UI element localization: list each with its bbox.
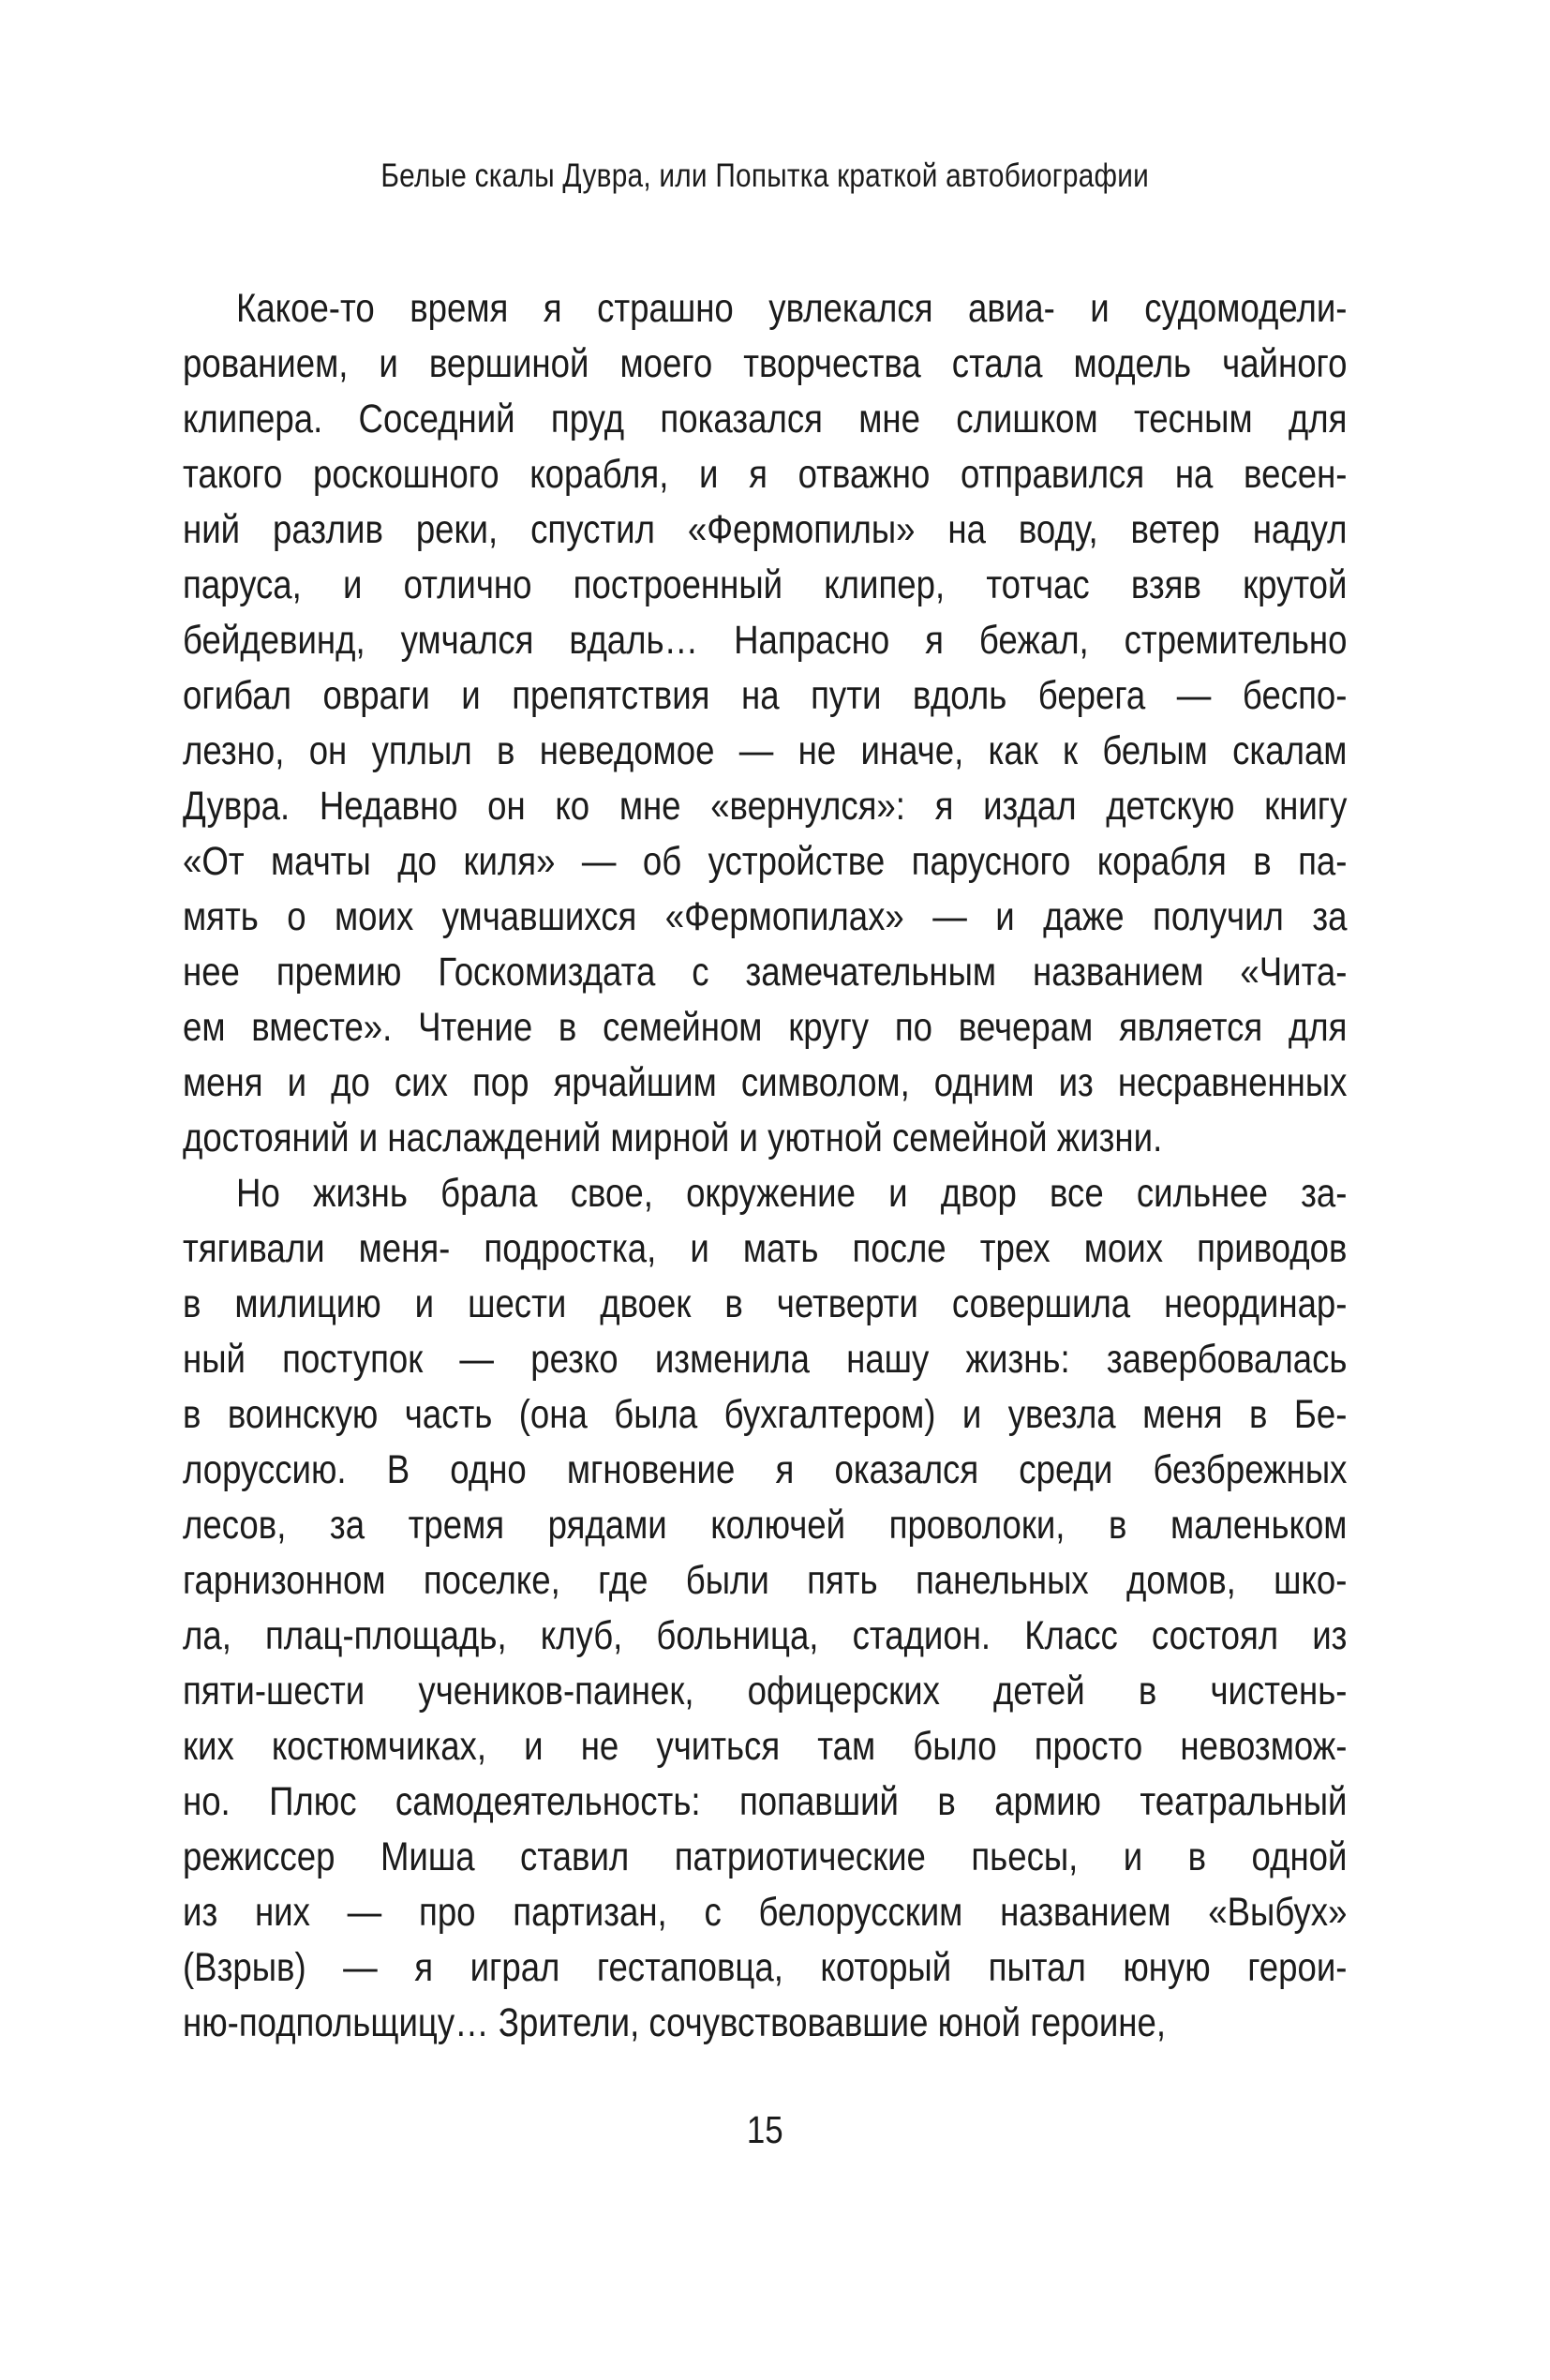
text-line: пяти-шести учеников-паинек, офицерских детей в чистень-	[183, 1669, 1348, 1714]
text-line: лезно, он уплыл в неведомое — не иначе, как к белым скалам	[183, 728, 1348, 773]
text-line: паруса, и отлично построенный клипер, тотчас взяв крутой	[183, 562, 1348, 607]
text-line: рованием, и вершиной моего творчества стала модель чайного	[183, 341, 1348, 386]
text-line: ем вместе». Чтение в семейном кругу по вечерам является для	[183, 1005, 1348, 1050]
page-number: 15	[746, 2108, 783, 2151]
text-line: мять о моих умчавшихся «Фермопилах» — и даже получил за	[183, 894, 1348, 939]
running-header: Белые скалы Дувра, или Попытка краткой автобиографии	[380, 157, 1150, 194]
text-line: ний разлив реки, спустил «Фермопилы» на воду, ветер надул	[183, 507, 1348, 552]
text-line: тягивали меня- подростка, и мать после трех моих приводов	[183, 1226, 1348, 1271]
text-line: Какое-то время я страшно увлекался авиа- и судомодели-	[236, 286, 1348, 331]
text-line: ню-подпольщицу… Зрители, сочувствовавшие юной героине,	[183, 2000, 1167, 2045]
text-line: огибал овраги и препятствия на пути вдоль берега — беспо-	[183, 673, 1348, 718]
text-line: такого роскошного корабля, и я отважно отправился на весен-	[183, 452, 1348, 497]
text-line: но. Плюс самодеятельность: попавший в армию театральный	[183, 1779, 1348, 1824]
paragraph	[183, 281, 1347, 1166]
text-line: из них — про партизан, с белорусским названием «Выбух»	[183, 1890, 1348, 1935]
text-line: лесов, за тремя рядами колючей проволоки, в маленьком	[183, 1503, 1348, 1548]
text-line: ный поступок — резко изменила нашу жизнь: завербовалась	[183, 1337, 1348, 1382]
text-line: нее премию Госкомиздата с замечательным названием «Чита-	[183, 950, 1348, 995]
text-line: (Взрыв) — я играл гестаповца, который пытал юную герои-	[183, 1945, 1348, 1990]
text-line: гарнизонном поселке, где были пять панельных домов, шко-	[183, 1558, 1348, 1603]
text-line: достояний и наслаждений мирной и уютной семейной жизни.	[183, 1115, 1163, 1160]
text-line: лоруссию. В одно мгновение я оказался среди безбрежных	[183, 1447, 1348, 1492]
text-line: бейдевинд, умчался вдаль… Напрасно я бежал, стремительно	[183, 618, 1348, 663]
text-line: ких костюмчиках, и не учиться там было просто невозмож-	[183, 1724, 1348, 1769]
text-line: ла, плац-площадь, клуб, больница, стадион. Класс состоял из	[183, 1613, 1348, 1658]
text-line: режиссер Миша ставил патриотические пьесы, и в одной	[183, 1834, 1348, 1879]
text-line: в воинскую часть (она была бухгалтером) и увезла меня в Бе-	[183, 1392, 1348, 1437]
text-line: «От мачты до киля» — об устройстве парусного корабля в па-	[183, 839, 1348, 884]
text-line: клипера. Соседний пруд показался мне слишком тесным для	[183, 397, 1348, 442]
text-line: Дувра. Недавно он ко мне «вернулся»: я издал детскую книгу	[183, 784, 1348, 829]
paragraph	[183, 1166, 1347, 2051]
text-line: Но жизнь брала свое, окружение и двор все сильнее за-	[236, 1171, 1348, 1216]
body-text	[183, 281, 1347, 2051]
text-line: в милицию и шести двоек в четверти совершила неординар-	[183, 1281, 1348, 1326]
text-line: меня и до сих пор ярчайшим символом, одним из несравненных	[183, 1060, 1348, 1105]
